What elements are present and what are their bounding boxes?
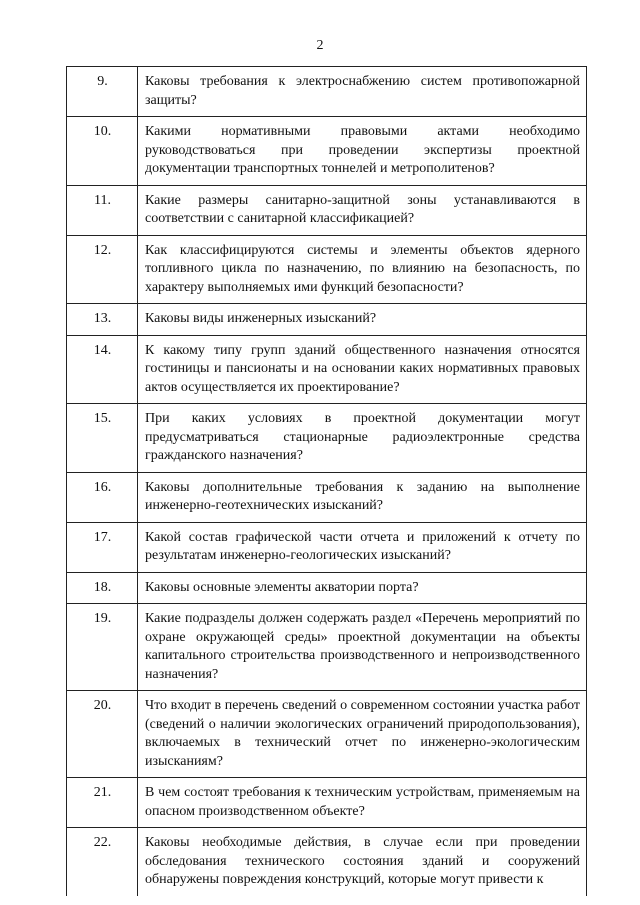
table-row: [67, 117, 587, 186]
question-text: Какими нормативными правовыми актами необходимо руководствоваться при проведении экспертизы проектной документации транспортных тоннелей и метрополитенов?: [138, 117, 587, 186]
question-text: К какому типу групп зданий общественного назначения относятся гостиницы и пансионаты и на основании каких нормативных правовых актов осуществляется их проектирование?: [138, 335, 587, 404]
question-text: Как классифицируются системы и элементы объектов ядерного топливного цикла по назначению, по влиянию на безопасность, по характеру выполняемых ими функций безопасности?: [138, 235, 587, 304]
question-number: 21.: [67, 778, 138, 828]
question-number: 15.: [67, 404, 138, 473]
table-row: [67, 404, 587, 473]
table-row: [67, 572, 587, 604]
question-number: 17.: [67, 522, 138, 572]
table-row: [67, 604, 587, 691]
question-number: 11.: [67, 185, 138, 235]
table-row: [67, 472, 587, 522]
question-text: Каковы требования к электроснабжению систем противопожарной защиты?: [138, 67, 587, 117]
question-text: Что входит в перечень сведений о современном состоянии участка работ (сведений о наличии экологических ограничений природопользования), включаемых в технический отчет по инженерно-экологическим изысканиям?: [138, 691, 587, 778]
table-row: [67, 335, 587, 404]
question-text: Каковы основные элементы акватории порта?: [138, 572, 587, 604]
question-text: Каковы необходимые действия, в случае если при проведении обследования технического состояния зданий и сооружений обнаружены повреждения конструкций, которые могут привести к: [138, 828, 587, 896]
question-text: Какие размеры санитарно-защитной зоны устанавливаются в соответствии с санитарной классификацией?: [138, 185, 587, 235]
question-number: 20.: [67, 691, 138, 778]
question-number: 9.: [67, 67, 138, 117]
question-number: 10.: [67, 117, 138, 186]
question-text: При каких условиях в проектной документации могут предусматриваться стационарные радиоэлектронные средства гражданского назначения?: [138, 404, 587, 473]
question-number: 14.: [67, 335, 138, 404]
questions-table: [66, 66, 587, 896]
question-text: Какой состав графической части отчета и приложений к отчету по результатам инженерно-геологических изысканий?: [138, 522, 587, 572]
question-text: Каковы дополнительные требования к заданию на выполнение инженерно-геотехнических изысканий?: [138, 472, 587, 522]
table-row: [67, 235, 587, 304]
question-number: 19.: [67, 604, 138, 691]
table-row: [67, 691, 587, 778]
table-row: [67, 778, 587, 828]
table-row: [67, 828, 587, 896]
table-row: [67, 67, 587, 117]
question-number: 16.: [67, 472, 138, 522]
question-number: 18.: [67, 572, 138, 604]
question-number: 12.: [67, 235, 138, 304]
question-number: 22.: [67, 828, 138, 896]
question-text: Какие подразделы должен содержать раздел «Перечень мероприятий по охране окружающей среды» проектной документации на объекты капитального строительства производственного и непроизводственного назначения?: [138, 604, 587, 691]
table-row: [67, 185, 587, 235]
page-number: 2: [316, 38, 324, 53]
question-text: В чем состоят требования к техническим устройствам, применяемым на опасном производственном объекте?: [138, 778, 587, 828]
table-row: [67, 522, 587, 572]
question-text: Каковы виды инженерных изысканий?: [138, 304, 587, 336]
question-number: 13.: [67, 304, 138, 336]
table-row: [67, 304, 587, 336]
